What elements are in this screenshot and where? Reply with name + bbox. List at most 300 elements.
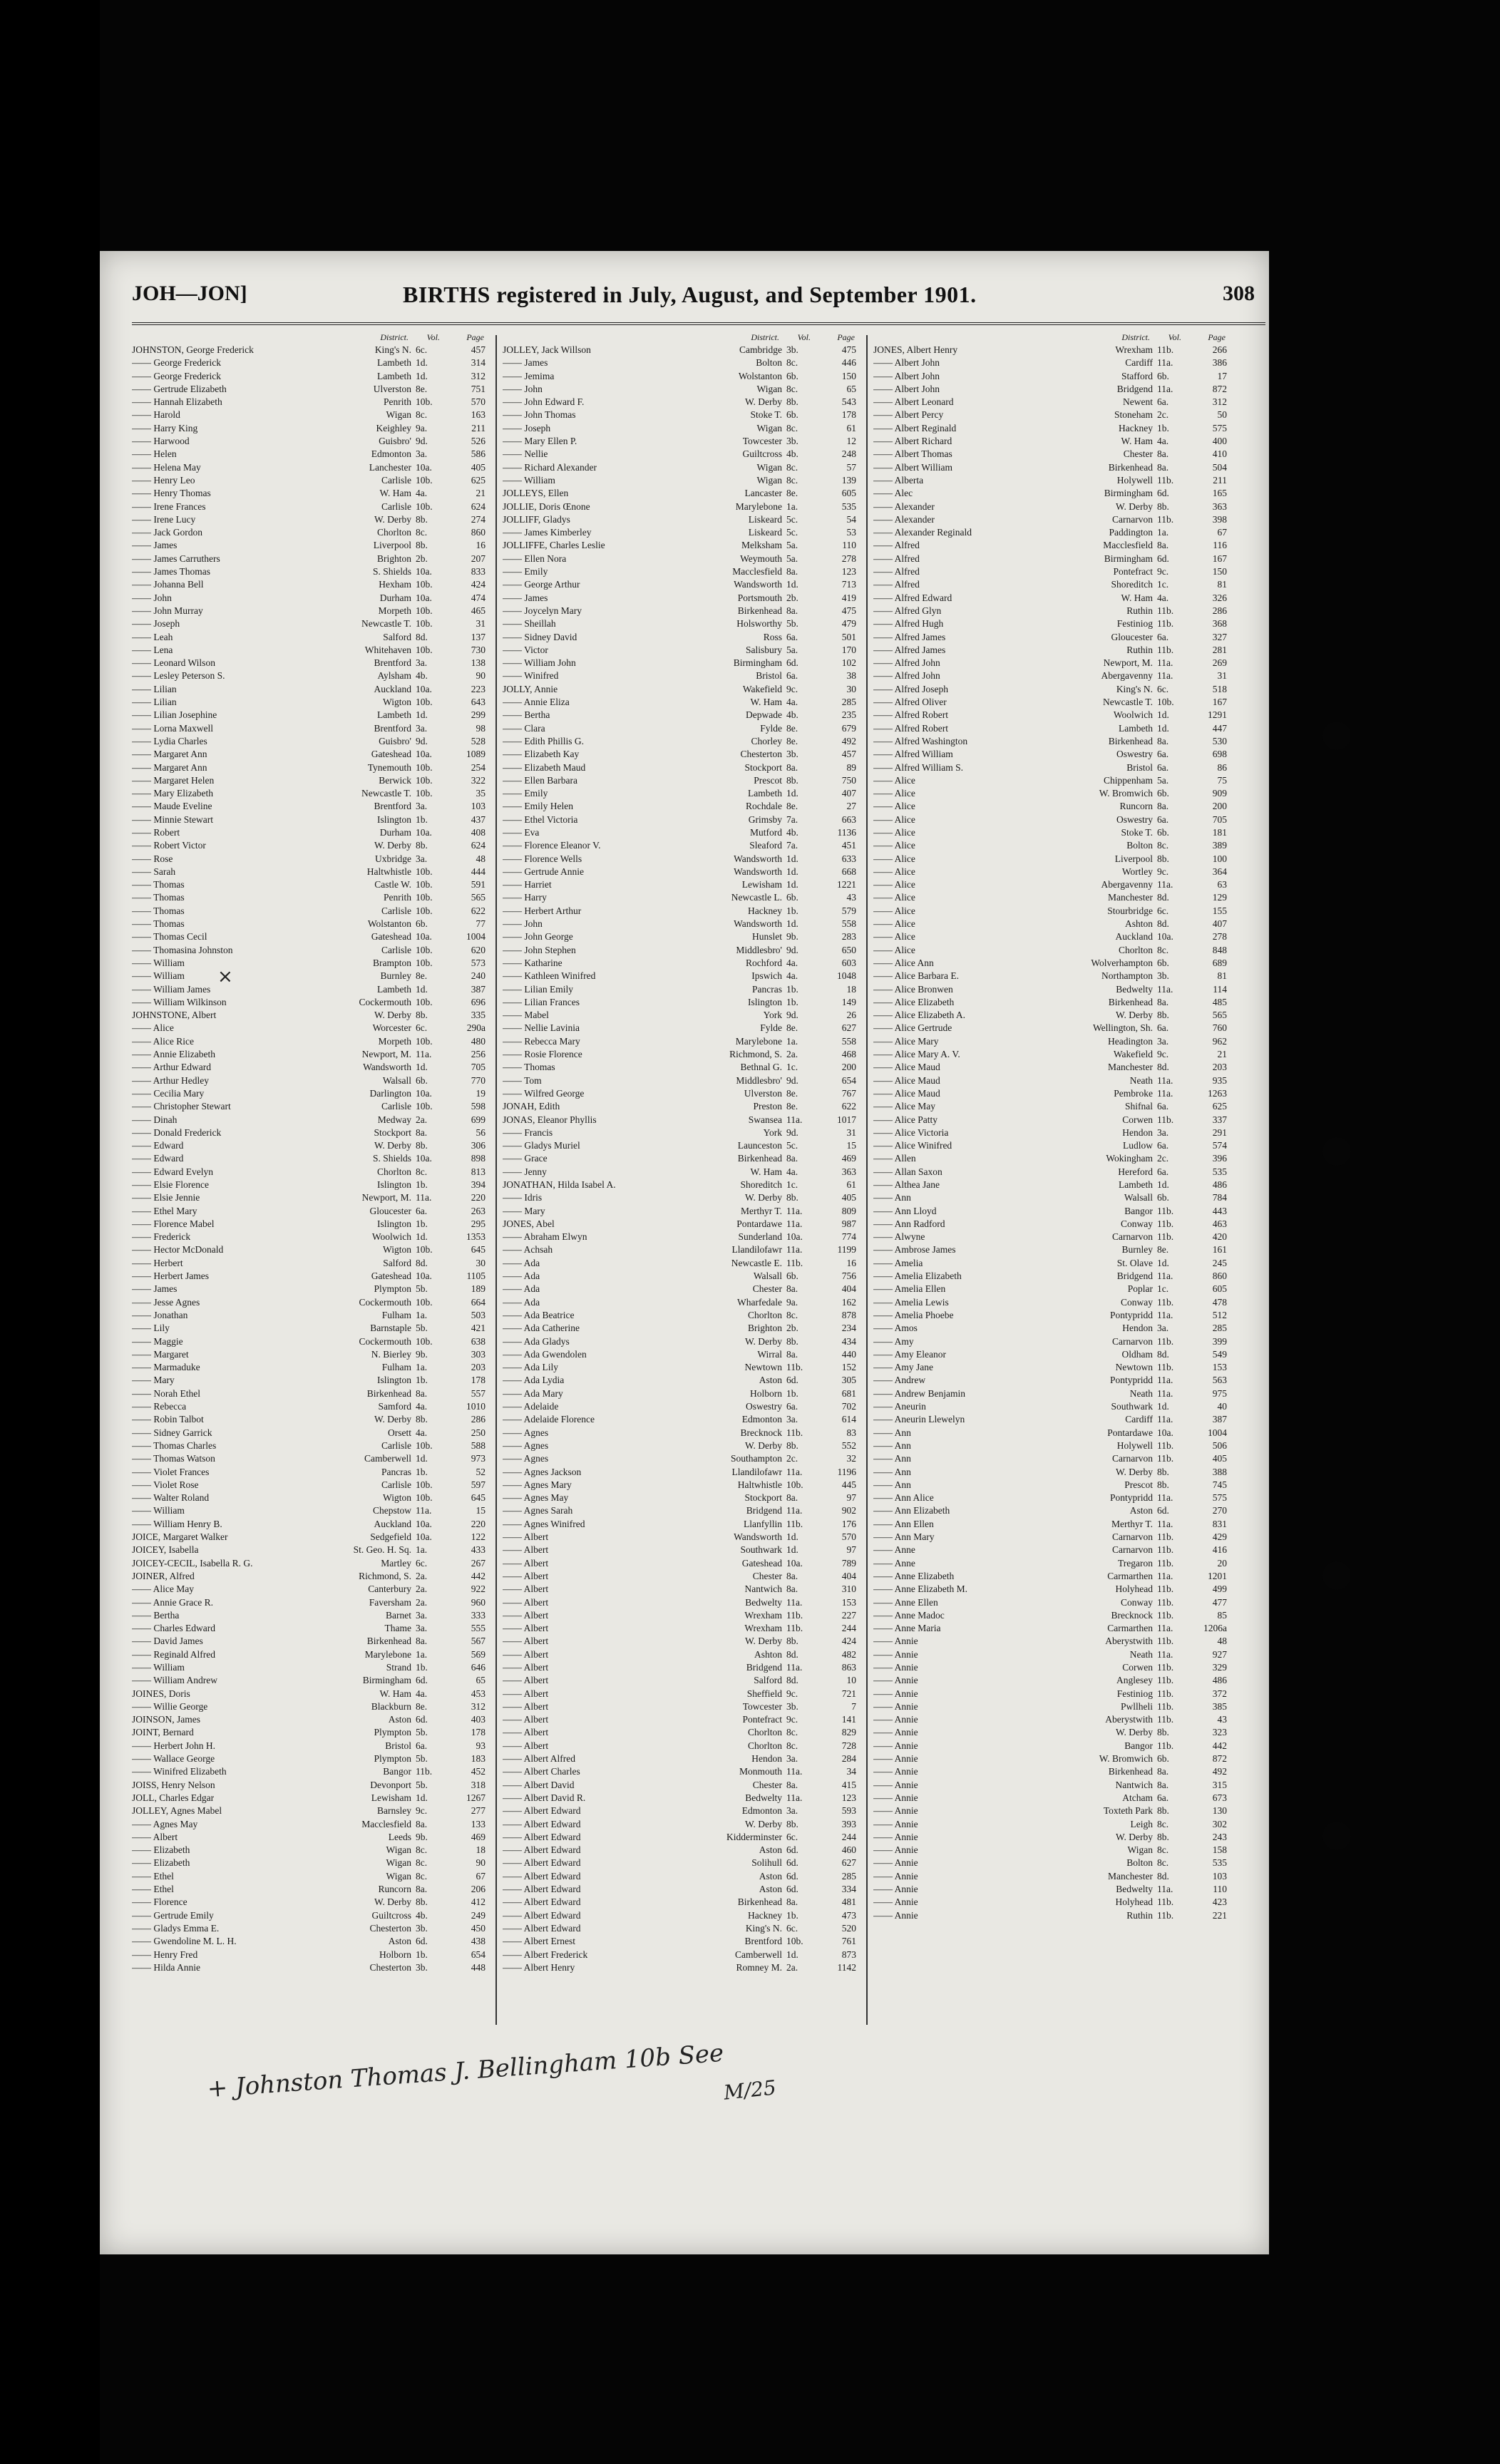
register-entry xyxy=(873,1857,1230,1869)
entry-page: 152 xyxy=(841,1362,856,1373)
entry-district: Oldham xyxy=(1121,1348,1153,1360)
entry-volume: 1d. xyxy=(786,1531,798,1543)
register-entry xyxy=(503,1570,859,1583)
entry-page: 482 xyxy=(841,1648,856,1660)
entry-name: —— Winifred Elizabeth xyxy=(132,1766,227,1777)
register-entry xyxy=(503,356,859,369)
entry-volume: 6a. xyxy=(786,1401,798,1412)
entry-name: —— Albert Edward xyxy=(503,1909,581,1921)
entry-district: Southampton xyxy=(730,1453,782,1464)
entry-district: Shoreditch xyxy=(740,1179,782,1190)
entry-district: Birkenhead xyxy=(737,1153,782,1164)
entry-district: Plympton xyxy=(374,1727,411,1738)
register-entry xyxy=(132,696,488,709)
entry-district: Corwen xyxy=(1122,1114,1153,1125)
entry-district: Pontefract xyxy=(742,1714,782,1725)
page-header-label: Page xyxy=(1208,332,1226,342)
entry-volume: 1d. xyxy=(416,1231,428,1243)
register-entry xyxy=(132,1818,488,1831)
entry-volume: 1b. xyxy=(416,1179,428,1190)
entry-volume: 2a. xyxy=(416,1596,428,1608)
entry-volume: 4a. xyxy=(1157,592,1169,603)
entry-name: —— Albert John xyxy=(873,357,940,369)
register-entry xyxy=(873,1635,1230,1648)
register-entry xyxy=(503,1348,859,1361)
entry-district: Bolton xyxy=(1126,1857,1153,1869)
entry-volume: 11a. xyxy=(786,1218,803,1229)
page-header-label: Page xyxy=(466,332,484,342)
entry-page: 419 xyxy=(841,592,856,603)
entry-district: Aston xyxy=(1129,1505,1153,1516)
register-entry xyxy=(132,944,488,957)
entry-page: 405 xyxy=(841,1192,856,1203)
register-entry xyxy=(873,592,1230,605)
entry-name: —— Albert xyxy=(503,1583,549,1595)
entry-name: —— Winifred xyxy=(503,670,559,682)
entry-district: Nantwich xyxy=(744,1583,782,1595)
entry-volume: 11a. xyxy=(1157,1087,1173,1099)
entry-volume: 11a. xyxy=(1157,1884,1173,1895)
entry-volume: 10b. xyxy=(416,1479,433,1490)
entry-name: —— John xyxy=(503,383,543,394)
entry-volume: 11a. xyxy=(786,1766,803,1777)
entry-volume: 8a. xyxy=(1157,996,1169,1007)
register-entry xyxy=(132,409,488,421)
entry-name: —— Anne Elizabeth M. xyxy=(873,1583,967,1595)
entry-name: —— Arthur Hedley xyxy=(132,1074,209,1086)
entry-page: 728 xyxy=(841,1740,856,1751)
register-entry xyxy=(132,826,488,839)
register-entry xyxy=(132,996,488,1009)
entry-volume: 5a. xyxy=(786,540,798,551)
entry-page: 563 xyxy=(1212,1375,1227,1386)
entry-volume: 10b. xyxy=(786,1479,803,1490)
entry-volume: 1a. xyxy=(786,1035,798,1047)
register-entry xyxy=(873,996,1230,1009)
entry-page: 437 xyxy=(471,813,486,825)
entry-page: 220 xyxy=(471,1518,486,1529)
entry-page: 424 xyxy=(841,1636,856,1647)
register-entry xyxy=(873,513,1230,526)
register-entry xyxy=(503,683,859,696)
entry-name: —— Alfred xyxy=(873,553,920,564)
entry-volume: 5b. xyxy=(416,1323,428,1334)
register-entry xyxy=(503,1257,859,1270)
entry-volume: 6b. xyxy=(1157,370,1169,381)
entry-volume: 6b. xyxy=(786,892,798,903)
register-entry xyxy=(132,1792,488,1805)
entry-volume: 8c. xyxy=(786,357,798,369)
entry-district: Pancras xyxy=(381,1466,411,1477)
entry-page: 569 xyxy=(471,1648,486,1660)
entry-district: Strand xyxy=(386,1661,411,1673)
entry-volume: 11b. xyxy=(786,1609,803,1621)
entry-district: Southwark xyxy=(1111,1401,1153,1412)
entry-district: Carnarvon xyxy=(1112,1531,1153,1543)
entry-name: —— George Arthur xyxy=(503,579,580,590)
entry-page: 81 xyxy=(1217,579,1227,590)
entry-page: 67 xyxy=(1217,527,1227,538)
entry-page: 278 xyxy=(1212,931,1227,943)
entry-name: —— Ann xyxy=(873,1479,911,1490)
register-entry xyxy=(132,1504,488,1517)
entry-district: Wandsworth xyxy=(734,918,782,930)
register-entry xyxy=(132,396,488,409)
handwritten-note: + Johnston Thomas J. Bellingham 10b See xyxy=(206,2038,725,2104)
entry-page: 34 xyxy=(846,1766,856,1777)
entry-district: Macclesfield xyxy=(361,1818,411,1829)
page-number: 308 xyxy=(1223,282,1255,305)
entry-district: W. Derby xyxy=(745,1636,782,1647)
entry-page: 305 xyxy=(841,1375,856,1386)
entry-page: 10 xyxy=(846,1675,856,1686)
entry-name: —— Agnes Mary xyxy=(503,1479,572,1490)
entry-page: 85 xyxy=(1217,1609,1227,1621)
entry-name: —— Annie xyxy=(873,1818,918,1829)
entry-page: 285 xyxy=(841,1870,856,1882)
entry-district: Guiltcross xyxy=(371,1909,411,1921)
entry-name: —— Albert Frederick xyxy=(503,1949,588,1960)
entry-volume: 1c. xyxy=(1157,579,1169,590)
entry-district: Atcham xyxy=(1122,1792,1153,1803)
entry-page: 333 xyxy=(471,1609,486,1621)
entry-district: Shifnal xyxy=(1125,1101,1153,1112)
entry-name: —— Lena xyxy=(132,644,173,655)
entry-district: Haltwhistle xyxy=(366,866,411,877)
entry-page: 975 xyxy=(1212,1387,1227,1399)
entry-page: 387 xyxy=(1212,1414,1227,1425)
entry-name: JOLLY, Annie xyxy=(503,683,558,694)
entry-page: 364 xyxy=(1212,866,1227,877)
entry-district: Brampton xyxy=(373,957,411,968)
entry-name: —— Albert Charles xyxy=(503,1766,580,1777)
register-entry xyxy=(503,1949,859,1961)
entry-volume: 8a. xyxy=(416,1818,428,1829)
entry-name: —— James xyxy=(132,540,178,551)
register-entry xyxy=(132,1257,488,1270)
entry-district: Llandilofawr xyxy=(731,1466,782,1477)
entry-page: 579 xyxy=(841,905,856,916)
entry-name: —— Ada Gwendolen xyxy=(503,1348,587,1360)
entry-page: 285 xyxy=(1212,1323,1227,1334)
entry-page: 398 xyxy=(1212,513,1227,525)
entry-volume: 10b. xyxy=(416,1492,433,1504)
entry-name: —— Alice Maud xyxy=(873,1062,940,1073)
entry-name: —— Amelia Phoebe xyxy=(873,1309,954,1320)
entry-district: Newcastle E. xyxy=(731,1257,782,1268)
entry-volume: 8a. xyxy=(1157,1766,1169,1777)
entry-page: 705 xyxy=(1212,813,1227,825)
register-entry xyxy=(873,1152,1230,1165)
entry-name: —— Lilian Frances xyxy=(503,996,580,1007)
entry-district: Ulverston xyxy=(373,383,411,394)
entry-volume: 6d. xyxy=(786,1375,798,1386)
register-entry xyxy=(873,370,1230,383)
entry-district: W. Ham xyxy=(750,697,782,708)
entry-district: Plympton xyxy=(374,1283,411,1295)
entry-district: W. Derby xyxy=(374,1896,411,1908)
entry-district: Burnley xyxy=(1121,1244,1153,1256)
entry-volume: 1b. xyxy=(416,1466,428,1477)
entry-page: 570 xyxy=(471,396,486,408)
entry-district: Faversham xyxy=(369,1596,411,1608)
entry-district: Wigan xyxy=(386,1857,411,1869)
entry-district: Salford xyxy=(383,631,411,642)
entry-page: 506 xyxy=(1212,1439,1227,1451)
entry-page: 528 xyxy=(471,735,486,746)
entry-name: —— Gertrude Annie xyxy=(503,866,584,877)
register-entry xyxy=(873,1139,1230,1152)
entry-page: 40 xyxy=(1217,1401,1227,1412)
entry-name: —— Ann Lloyd xyxy=(873,1205,937,1216)
entry-district: N. Bierley xyxy=(371,1348,411,1360)
entry-page: 54 xyxy=(846,513,856,525)
entry-page: 863 xyxy=(841,1661,856,1673)
entry-name: —— Annie xyxy=(873,1766,918,1777)
register-entry xyxy=(503,461,859,474)
entry-volume: 11a. xyxy=(1157,1648,1173,1660)
entry-name: —— Minnie Stewart xyxy=(132,813,213,825)
entry-page: 485 xyxy=(1212,996,1227,1007)
entry-volume: 8c. xyxy=(416,1870,428,1882)
register-entry xyxy=(873,944,1230,957)
entry-name: —— Norah Ethel xyxy=(132,1387,200,1399)
register-entry xyxy=(503,487,859,500)
entry-volume: 11a. xyxy=(416,1192,432,1203)
entry-page: 598 xyxy=(471,1101,486,1112)
entry-volume: 8c. xyxy=(786,1727,798,1738)
entry-page: 329 xyxy=(1212,1661,1227,1673)
entry-volume: 6d. xyxy=(786,1857,798,1869)
entry-district: Carmarthen xyxy=(1107,1623,1153,1634)
entry-district: Whitehaven xyxy=(364,644,411,655)
register-entry xyxy=(873,866,1230,878)
entry-volume: 1d. xyxy=(786,1544,798,1556)
entry-volume: 1b. xyxy=(416,1661,428,1673)
entry-district: Bedwelty xyxy=(745,1792,782,1803)
register-entry xyxy=(873,1087,1230,1100)
register-entry xyxy=(873,383,1230,396)
entry-district: Carmarthen xyxy=(1107,1570,1153,1581)
entry-name: —— Agnes May xyxy=(503,1492,569,1504)
entry-district: Pontypridd xyxy=(1109,1309,1153,1320)
entry-volume: 10b. xyxy=(1157,697,1174,708)
entry-page: 277 xyxy=(471,1805,486,1817)
entry-page: 291 xyxy=(1212,1126,1227,1138)
entry-district: Richmond, S. xyxy=(729,1049,782,1060)
entry-volume: 2c. xyxy=(1157,409,1169,421)
entry-name: —— James Carruthers xyxy=(132,553,220,564)
entry-page: 81 xyxy=(1217,970,1227,982)
entry-volume: 6a. xyxy=(1157,813,1169,825)
entry-district: Wigan xyxy=(756,383,782,394)
entry-name: —— Agnes Winifred xyxy=(503,1518,585,1529)
entry-volume: 11b. xyxy=(1157,474,1174,486)
entry-page: 403 xyxy=(471,1714,486,1725)
entry-page: 327 xyxy=(1212,631,1227,642)
register-entry xyxy=(132,1361,488,1374)
register-entry xyxy=(132,1713,488,1726)
entry-name: —— Albert Ernest xyxy=(503,1936,575,1947)
entry-name: —— Agnes xyxy=(503,1439,549,1451)
entry-district: Melksham xyxy=(741,540,782,551)
entry-volume: 4a. xyxy=(786,957,798,968)
entry-district: St. Olave xyxy=(1116,1257,1153,1268)
entry-district: Prescot xyxy=(754,774,782,786)
entry-district: Cambridge xyxy=(739,344,782,355)
register-entry xyxy=(132,1609,488,1622)
entry-name: —— Jesse Agnes xyxy=(132,1296,200,1308)
entry-page: 53 xyxy=(846,527,856,538)
register-entry xyxy=(503,1035,859,1048)
entry-page: 312 xyxy=(471,1700,486,1712)
entry-name: —— Allan Saxon xyxy=(873,1166,942,1177)
entry-page: 756 xyxy=(841,1270,856,1282)
entry-name: —— Rebecca xyxy=(132,1401,187,1412)
register-entry xyxy=(873,1270,1230,1283)
register-entry xyxy=(132,748,488,761)
entry-district: Edmonton xyxy=(741,1805,782,1817)
entry-volume: 10a. xyxy=(416,566,432,578)
entry-district: Bangor xyxy=(1124,1205,1153,1216)
register-entry xyxy=(503,1857,859,1869)
entry-volume: 1d. xyxy=(786,1949,798,1960)
entry-name: —— John xyxy=(132,592,172,603)
entry-name: —— Edward xyxy=(132,1153,184,1164)
entry-name: —— Ann Mary xyxy=(873,1531,935,1543)
entry-page: 323 xyxy=(1212,1727,1227,1738)
register-entry xyxy=(873,774,1230,787)
entry-page: 221 xyxy=(1212,1909,1227,1921)
entry-district: Aberystwith xyxy=(1105,1714,1153,1725)
entry-name: —— Violet Frances xyxy=(132,1466,210,1477)
entry-district: Wolverhampton xyxy=(1091,957,1153,968)
entry-name: JOLLEYS, Ellen xyxy=(503,488,569,499)
entry-name: —— Alice Ann xyxy=(873,957,934,968)
district-header: District. xyxy=(1121,332,1150,342)
register-entry xyxy=(503,878,859,891)
entry-page: 962 xyxy=(1212,1035,1227,1047)
entry-volume: 11b. xyxy=(786,1257,803,1268)
entry-volume: 8b. xyxy=(416,513,428,525)
register-entry xyxy=(132,422,488,435)
entry-name: —— Ada xyxy=(503,1296,540,1308)
register-entry xyxy=(873,1700,1230,1713)
entry-district: Bolton xyxy=(756,357,782,369)
entry-volume: 11b. xyxy=(786,1518,803,1529)
entry-page: 848 xyxy=(1212,944,1227,955)
register-entry xyxy=(132,813,488,826)
entry-district: Birkenhead xyxy=(1108,735,1153,746)
register-entry xyxy=(132,370,488,383)
register-entry xyxy=(503,944,859,957)
entry-page: 200 xyxy=(1212,801,1227,812)
entry-page: 1201 xyxy=(1208,1570,1227,1581)
entry-volume: 8c. xyxy=(1157,840,1169,851)
register-entry xyxy=(132,474,488,487)
register-entry xyxy=(873,565,1230,578)
entry-page: 130 xyxy=(1212,1805,1227,1817)
entry-district: Lambeth xyxy=(377,370,411,381)
entry-district: Wigan xyxy=(386,1844,411,1856)
register-entry xyxy=(873,1570,1230,1583)
register-entry xyxy=(503,409,859,421)
entry-name: JOINER, Alfred xyxy=(132,1570,195,1581)
entry-volume: 5b. xyxy=(416,1753,428,1765)
entry-volume: 11a. xyxy=(1157,1414,1173,1425)
register-entry xyxy=(132,1270,488,1283)
register-entry xyxy=(132,1322,488,1335)
entry-page: 664 xyxy=(471,1296,486,1308)
entry-district: Grimsby xyxy=(748,813,782,825)
entry-name: —— Annie xyxy=(873,1831,918,1842)
entry-volume: 8a. xyxy=(416,1636,428,1647)
entry-district: King's N. xyxy=(374,344,411,355)
entry-district: Shoreditch xyxy=(1111,579,1153,590)
entry-page: 681 xyxy=(841,1387,856,1399)
entry-district: Hendon xyxy=(1122,1323,1153,1334)
entry-volume: 9c. xyxy=(416,1805,428,1817)
entry-name: —— Amy xyxy=(873,1335,914,1347)
entry-volume: 7a. xyxy=(786,840,798,851)
entry-page: 211 xyxy=(1213,474,1227,486)
register-entry xyxy=(132,344,488,356)
entry-name: —— Margaret Ann xyxy=(132,761,207,773)
entry-volume: 11a. xyxy=(1157,1270,1173,1282)
entry-name: —— Ada Mary xyxy=(503,1387,563,1399)
entry-district: King's N. xyxy=(1116,683,1153,694)
entry-volume: 10a. xyxy=(416,683,432,694)
register-entry xyxy=(132,1570,488,1583)
entry-name: —— Grace xyxy=(503,1153,548,1164)
register-entry xyxy=(503,1479,859,1492)
entry-district: Islington xyxy=(376,1179,411,1190)
entry-volume: 10a. xyxy=(416,1531,432,1543)
register-entry xyxy=(503,1126,859,1139)
register-entry xyxy=(873,1257,1230,1270)
register-entry xyxy=(132,1648,488,1661)
entry-district: Morpeth xyxy=(378,1035,411,1047)
register-entry xyxy=(132,1009,488,1022)
entry-name: —— Bertha xyxy=(132,1609,180,1621)
entry-volume: 8e. xyxy=(1157,1244,1169,1256)
register-entry xyxy=(873,1583,1230,1596)
register-entry xyxy=(503,774,859,787)
register-entry xyxy=(873,1439,1230,1452)
entry-district: Lambeth xyxy=(1119,1179,1153,1190)
entry-district: Llandilofawr xyxy=(731,1244,782,1256)
entry-name: —— William James xyxy=(132,983,211,995)
entry-district: Guiltcross xyxy=(742,448,782,460)
entry-district: Woolwich xyxy=(1113,709,1153,721)
entry-volume: 11a. xyxy=(786,1661,803,1673)
entry-page: 774 xyxy=(841,1231,856,1243)
entry-name: —— Anne Maria xyxy=(873,1623,941,1634)
register-entry xyxy=(132,669,488,682)
entry-page: 129 xyxy=(1212,892,1227,903)
entry-name: —— William xyxy=(132,970,185,982)
entry-district: Lambeth xyxy=(377,709,411,721)
entry-volume: 6d. xyxy=(1157,1505,1169,1516)
register-entry xyxy=(132,1544,488,1556)
register-entry xyxy=(873,905,1230,918)
register-entry xyxy=(132,1374,488,1387)
entry-name: —— James Kimberley xyxy=(503,527,592,538)
register-entry xyxy=(873,1009,1230,1022)
entry-page: 337 xyxy=(1212,1114,1227,1125)
entry-volume: 3b. xyxy=(786,749,798,760)
register-column-3 xyxy=(873,329,1230,2026)
